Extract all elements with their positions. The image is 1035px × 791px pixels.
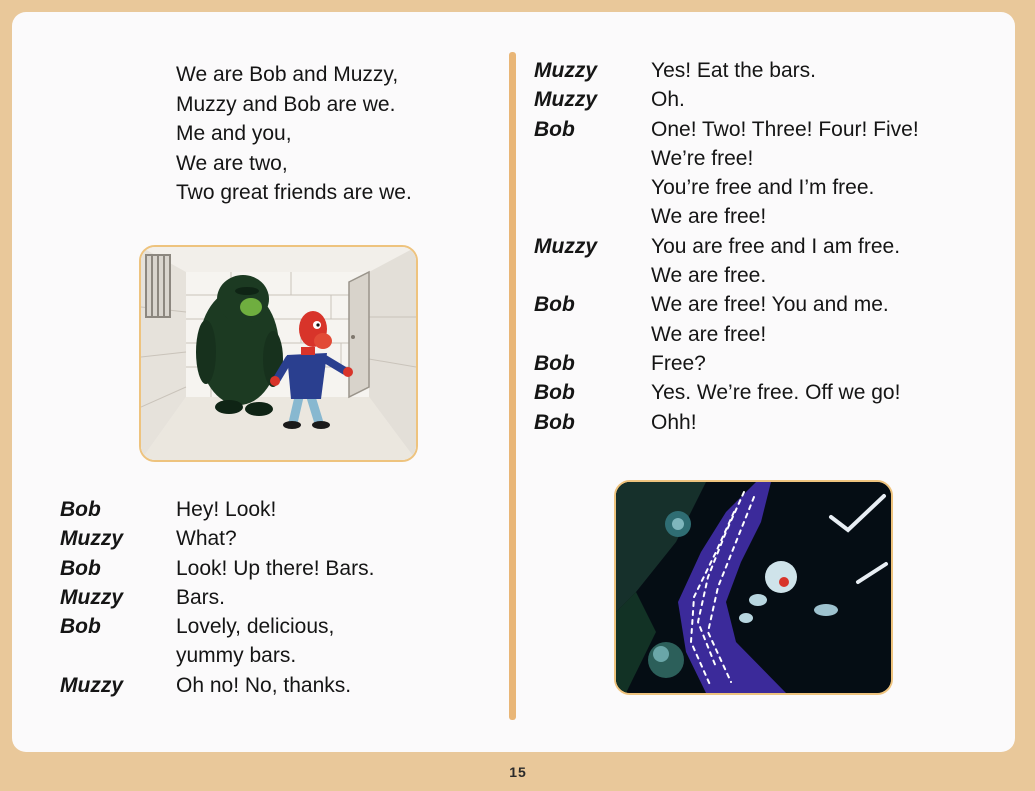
window-bars: [146, 255, 170, 317]
dialogue-line: We’re free!: [651, 146, 754, 170]
verse-line: Me and you,: [176, 122, 292, 145]
dialogue-line: What?: [176, 527, 237, 551]
dialogue-line: We are free.: [651, 264, 767, 288]
dialogue-line: You’re free and I’m free.: [651, 176, 875, 200]
dialogue-line: We are free!: [651, 322, 767, 346]
dialogue-line: yummy bars.: [176, 644, 297, 668]
speaker-name: Muzzy: [60, 585, 123, 609]
song-verse: [176, 60, 412, 208]
night-sky-illustration: [614, 480, 893, 695]
verse-line: Two great friends are we.: [176, 181, 412, 204]
column-divider: [509, 52, 516, 720]
dialogue-line: Oh no! No, thanks.: [176, 673, 352, 697]
speaker-name: Bob: [534, 117, 575, 141]
speaker-name: Bob: [534, 293, 575, 317]
dialogue-line: Oh.: [651, 88, 685, 112]
speaker-name: Bob: [534, 351, 575, 375]
verse-line: We are Bob and Muzzy,: [176, 63, 399, 86]
speaker-name: Bob: [60, 498, 101, 521]
speaker-name: Muzzy: [60, 527, 123, 551]
dialogue-line: We are free!: [651, 205, 767, 229]
muzzy-and-bob-in-cell-illustration: [139, 245, 418, 462]
dialogue-line: Yes! Eat the bars.: [651, 59, 816, 82]
speaker-name: Bob: [534, 381, 575, 405]
dialogue-line: One! Two! Three! Four! Five!: [651, 117, 919, 141]
verse-line: Muzzy and Bob are we.: [176, 92, 396, 116]
cell-door: [349, 272, 369, 397]
speaker-name: Bob: [60, 556, 101, 580]
speaker-name: Bob: [60, 615, 101, 639]
verse-line: We are two,: [176, 151, 288, 175]
speaker-name: Muzzy: [534, 59, 597, 82]
dialogue-line: You are free and I am free.: [651, 234, 901, 258]
dialogue-line: Lovely, delicious,: [176, 615, 335, 639]
dialogue-line: Look! Up there! Bars.: [176, 556, 375, 580]
dialogue-line: Yes. We’re free. Off we go!: [651, 381, 901, 405]
page-number: 15: [509, 764, 527, 780]
speaker-name: Muzzy: [534, 88, 597, 112]
dialogue-line: Ohh!: [651, 410, 697, 434]
cell-scene: [141, 247, 416, 460]
dialogue-line: Free?: [651, 351, 706, 375]
speaker-name: Muzzy: [534, 234, 597, 258]
dialogue-line: Bars.: [176, 585, 226, 609]
speaker-name: Bob: [534, 410, 575, 434]
dialogue-line: We are free! You and me.: [651, 293, 889, 317]
dialogue-line: Hey! Look!: [176, 498, 277, 521]
space-scene: [616, 482, 891, 693]
speaker-name: Muzzy: [60, 673, 123, 697]
